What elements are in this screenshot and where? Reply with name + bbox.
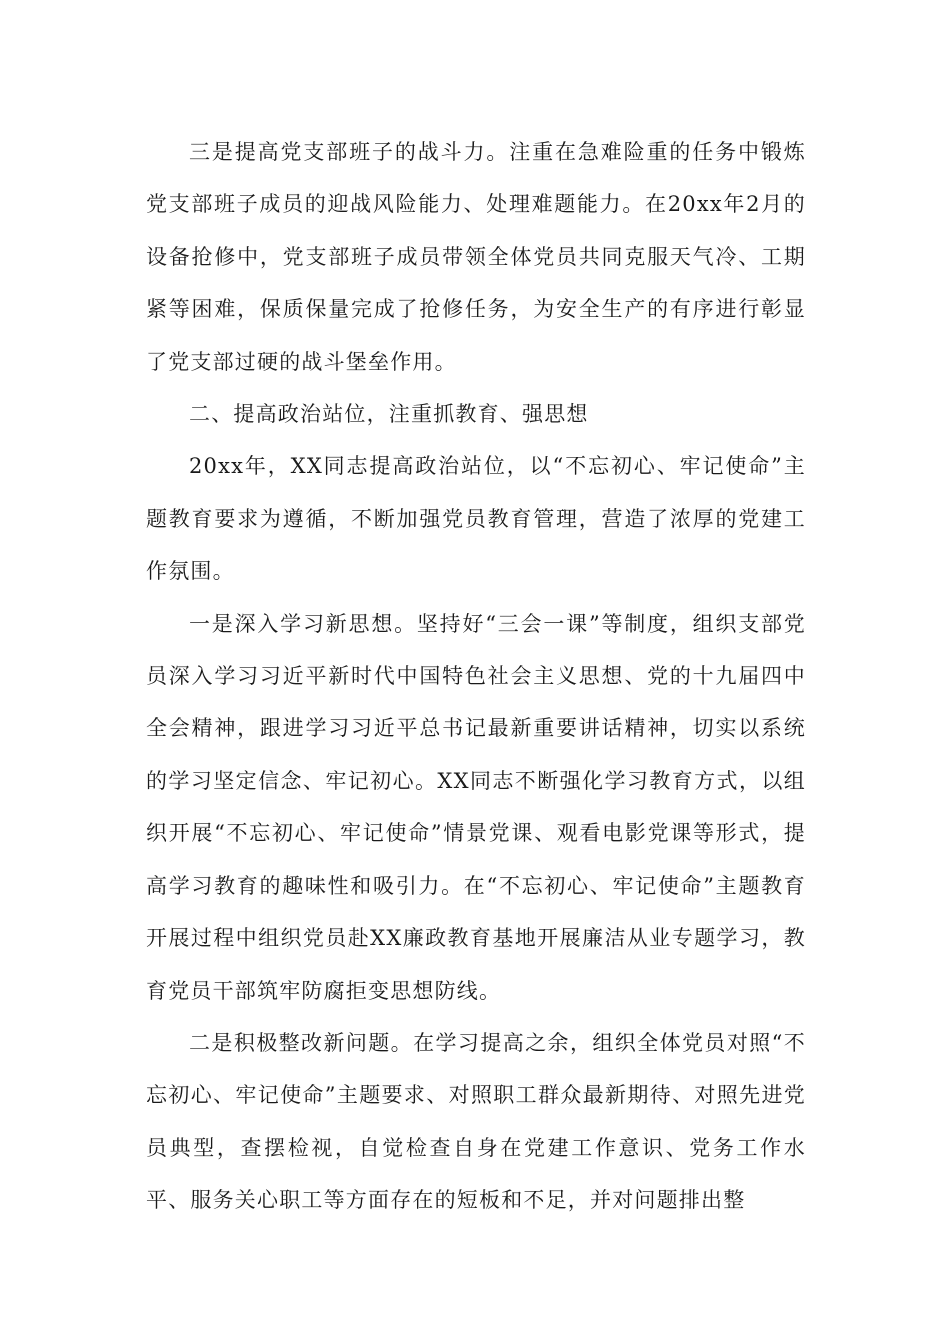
section-heading-political-stance: 二、提高政治站位，注重抓教育、强思想: [189, 402, 589, 427]
paragraph-study-new-thought: 一是深入学习新思想。坚持好“三会一课”等制度，组织支部党员深入学习习近平新时代中国特色社会主义思想、党的十九届四中全会精神，跟进学习习近平总书记最新重要讲话精神，切实以系统的学习坚定信念、牢记初心。XX同志不断强化学习教育方式，以组织开展“不忘初心、牢记使命”情景党课、观看电影党课等形式，提高学习教育的趣味性和吸引力。在“不忘初心、牢记使命”主题教育开展过程中组织党员赴XX廉政教育基地开展廉洁从业专题学习，教育党员干部筑牢防腐拒变思想防线。: [146, 611, 806, 1003]
paragraph-combat-capability: 三是提高党支部班子的战斗力。注重在急难险重的任务中锻炼党支部班子成员的迎战风险能力、处理难题能力。在20xx年2月的设备抢修中，党支部班子成员带领全体党员共同克服天气冷、工期紧等困难，保质保量完成了抢修任务，为安全生产的有序进行彰显了党支部过硬的战斗堡垒作用。: [146, 140, 806, 374]
document-body: [146, 126, 806, 1227]
paragraph-theme-education: 20xx年，XX同志提高政治站位，以“不忘初心、牢记使命”主题教育要求为遵循，不断加强党员教育管理，营造了浓厚的党建工作氛围。: [146, 454, 806, 584]
paragraph-rectify-problems: 二是积极整改新问题。在学习提高之余，组织全体党员对照“不忘初心、牢记使命”主题要求、对照职工群众最新期待、对照先进党员典型，查摆检视，自觉检查自身在党建工作意识、党务工作水平、服务关心职工等方面存在的短板和不足，并对问题排出整: [146, 1030, 806, 1213]
